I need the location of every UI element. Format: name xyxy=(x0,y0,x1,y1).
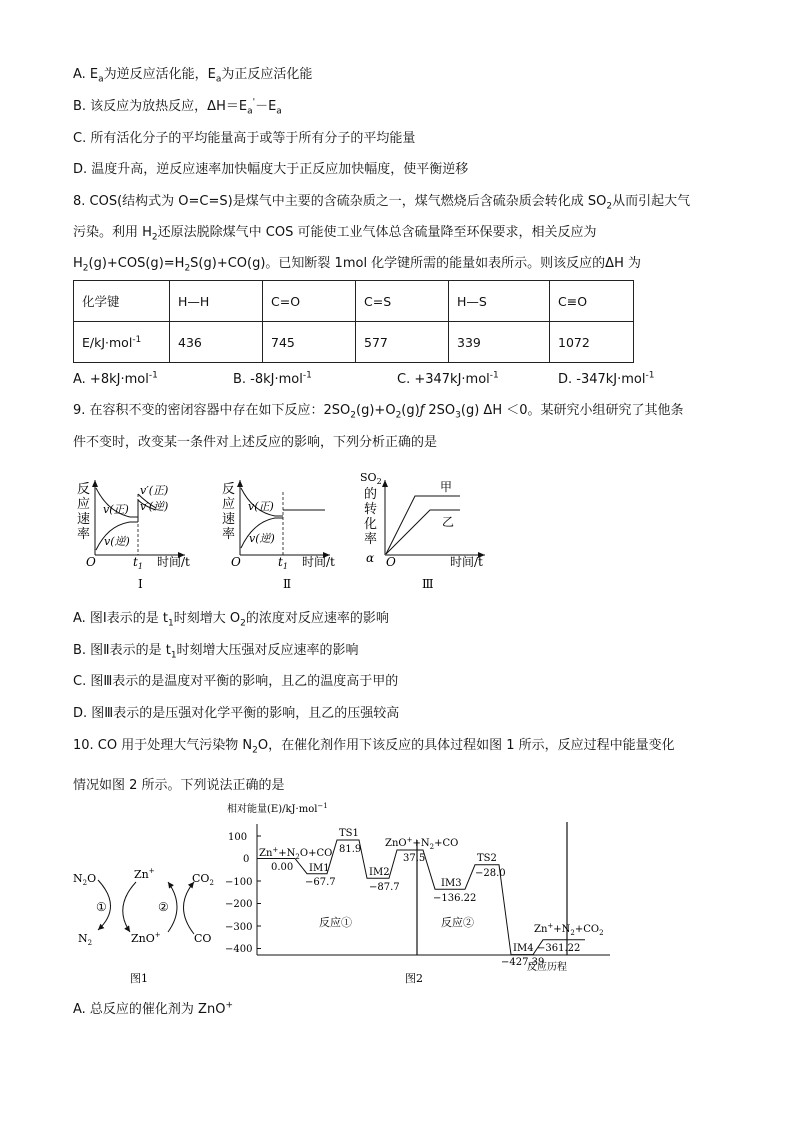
svg-text:IM4: IM4 xyxy=(513,943,534,954)
svg-text:速: 速 xyxy=(222,512,236,527)
svg-text:Zn++N2O+CO: $Zn^++N_2O+CO$ xyxy=(259,846,333,861)
table-cell: 339 xyxy=(449,322,550,363)
q8-option-d: D. -347kJ·mol$^{-1}$ xyxy=(558,370,655,387)
svg-text:率: 率 xyxy=(364,532,378,547)
svg-text:反应历程: 反应历程 xyxy=(527,962,567,973)
svg-text:O: O xyxy=(386,555,396,569)
svg-text:v(正): v(正) xyxy=(248,500,274,513)
svg-text:相对能量(E)/kJ·mol−1: 相对能量(E)/kJ·mol$^{-1}$ xyxy=(227,802,328,815)
svg-text:−28.0: −28.0 xyxy=(475,868,506,879)
q7-option-b: B. 该反应为放热反应，$\Delta H=E_a'-E_a$ xyxy=(73,97,282,117)
q8-option-c: C. +347kJ·mol$^{-1}$ xyxy=(397,370,499,387)
table-row xyxy=(74,322,634,363)
svg-text:ZnO+: ZnO+ xyxy=(131,931,161,945)
svg-text:率: 率 xyxy=(77,527,91,542)
figure-1-rate-time xyxy=(77,480,190,591)
q9-option-c: C. 图Ⅲ表示的是温度对平衡的影响，且乙的温度高于甲的 xyxy=(73,674,399,689)
svg-text:N2: $N_2$ xyxy=(78,932,93,947)
svg-text:时间/t: 时间/t xyxy=(157,555,190,569)
q8-stem-line3: $H_2(g)+COS(g)=H_2S(g)+CO(g)$。已知断裂 1mol 化学键所需的能量如表所示。则该反应的ΔH 为 xyxy=(73,256,641,274)
svg-text:81.9: 81.9 xyxy=(339,844,362,855)
svg-text:ZnO++N2+CO: $ZnO^++N_2+CO$ xyxy=(385,836,459,851)
svg-text:率: 率 xyxy=(222,527,236,542)
svg-text:CO2: $CO_2$ xyxy=(192,872,214,887)
q7-option-a: A. $E_a$为逆反应活化能，$E_a$为正反应活化能 xyxy=(73,67,313,85)
svg-text:TS2: TS2 xyxy=(477,853,497,864)
svg-text:IM3: IM3 xyxy=(441,878,462,889)
svg-text:−136.22: −136.22 xyxy=(433,893,477,904)
svg-text:−361.22: −361.22 xyxy=(537,943,581,954)
svg-text:反应②: 反应② xyxy=(441,916,474,929)
bond-energy-table xyxy=(73,280,634,363)
svg-text:O: O xyxy=(231,555,241,569)
table-row xyxy=(74,281,634,322)
svg-text:−87.7: −87.7 xyxy=(369,882,400,893)
svg-text:0: 0 xyxy=(243,854,250,865)
svg-text:−200: −200 xyxy=(225,899,253,910)
svg-text:−400: −400 xyxy=(225,944,253,955)
q10-figure-2-energy-profile xyxy=(225,800,615,990)
table-header-cell: H—H xyxy=(170,281,263,322)
svg-text:t1: $t_1$ xyxy=(133,555,143,571)
table-cell: 577 xyxy=(356,322,449,363)
svg-text:反: 反 xyxy=(222,482,236,497)
table-header-cell: C≡O xyxy=(550,281,634,322)
table-header-cell: 化学键 xyxy=(74,281,170,322)
table-header-cell: H—S xyxy=(449,281,550,322)
q7-option-d: D. 温度升高，逆反应速率加快幅度大于正反应加快幅度，使平衡逆移 xyxy=(73,162,469,177)
svg-text:α: α xyxy=(366,551,375,565)
q9-option-a: A. 图Ⅰ表示的是 $t_1$时刻增大 $O_2$的浓度对反应速率的影响 xyxy=(73,611,389,629)
svg-text:反: 反 xyxy=(77,482,91,497)
svg-text:图2: 图2 xyxy=(405,972,423,985)
table-cell: 1072 xyxy=(550,322,634,363)
svg-text:的: 的 xyxy=(364,487,378,502)
svg-text:Ⅲ: Ⅲ xyxy=(422,577,434,591)
q9-option-d: D. 图Ⅲ表示的是压强对化学平衡的影响，且乙的压强较高 xyxy=(73,706,400,721)
svg-text:时间/t: 时间/t xyxy=(302,555,335,569)
svg-text:v(正): v(正) xyxy=(103,503,129,516)
svg-text:100: 100 xyxy=(228,832,248,843)
svg-text:−67.7: −67.7 xyxy=(305,877,336,888)
svg-text:TS1: TS1 xyxy=(339,828,359,839)
svg-text:转: 转 xyxy=(364,502,378,517)
svg-text:应: 应 xyxy=(77,497,91,512)
svg-text:−100: −100 xyxy=(225,877,253,888)
q9-stem-line1: 9. 在容积不变的密闭容器中存在如下反应：$2SO_2(g)+O_2(g)ƒ$ $2SO_3(g)$ ΔH ＜0。某研究小组研究了其他条 xyxy=(73,403,684,421)
svg-text:0.00: 0.00 xyxy=(271,862,294,873)
svg-text:−300: −300 xyxy=(225,922,253,933)
q8-option-b: B. -8kJ·mol$^{-1}$ xyxy=(233,370,312,387)
svg-text:v(逆): v(逆) xyxy=(104,535,130,548)
table-cell: 745 xyxy=(263,322,356,363)
svg-text:应: 应 xyxy=(222,497,236,512)
q9-option-b: B. 图Ⅱ表示的是 $t_1$时刻增大压强对反应速率的影响 xyxy=(73,643,359,661)
svg-text:v′(正): v′(正) xyxy=(140,484,169,497)
svg-text:Zn++N2+CO2: $Zn^++N_2+CO_2$ xyxy=(534,922,604,937)
svg-text:SO2: $SO_2$ xyxy=(360,471,382,486)
q8-stem-line1: 8. COS(结构式为 O=C=S)是煤气中主要的含硫杂质之一，煤气燃烧后含硫杂质会转化成 $SO_2$从而引起大气 xyxy=(73,194,691,212)
svg-text:化: 化 xyxy=(364,517,378,532)
svg-text:N2O: $N_2O$ xyxy=(73,872,97,887)
svg-text:O: O xyxy=(86,555,96,569)
q10-stem-line2: 情况如图 2 所示。下列说法正确的是 xyxy=(73,778,285,793)
svg-text:甲: 甲 xyxy=(440,480,453,494)
svg-text:Zn+: Zn+ xyxy=(134,867,155,881)
svg-text:v′(逆): v′(逆) xyxy=(140,500,169,513)
q9-stem-line2: 件不变时，改变某一条件对上述反应的影响，下列分析正确的是 xyxy=(73,435,438,450)
svg-text:37.5: 37.5 xyxy=(403,853,426,864)
svg-text:Ⅰ: Ⅰ xyxy=(138,577,143,591)
q7-option-c: C. 所有活化分子的平均能量高于或等于所有分子的平均能量 xyxy=(73,131,416,146)
table-header-cell: C=S xyxy=(356,281,449,322)
svg-text:v(逆): v(逆) xyxy=(249,532,275,545)
svg-text:时间/t: 时间/t xyxy=(450,555,483,569)
svg-text:−427.39: −427.39 xyxy=(501,957,545,968)
q9-figures xyxy=(70,470,500,598)
q10-figure-1-catalytic-cycle xyxy=(68,862,230,990)
q10-option-a: A. 总反应的催化剂为 ZnO+ xyxy=(73,1000,233,1017)
table-header-cell: C=O xyxy=(263,281,356,322)
svg-text:CO: CO xyxy=(194,932,212,945)
svg-text:IM1: IM1 xyxy=(309,863,330,874)
svg-text:乙: 乙 xyxy=(442,515,455,529)
svg-text:t1: $t_1$ xyxy=(278,555,288,571)
figure-2-rate-time xyxy=(222,480,335,591)
svg-text:反应①: 反应① xyxy=(319,916,352,929)
q10-stem-line1: 10. CO 用于处理大气污染物 $N_2O$，在催化剂作用下该反应的具体过程如图 1 所示，反应过程中能量变化 xyxy=(73,738,675,756)
figure-3-conversion-time xyxy=(360,471,485,591)
svg-text:速: 速 xyxy=(77,512,91,527)
svg-text:①: ① xyxy=(96,900,107,914)
svg-text:②: ② xyxy=(158,900,169,914)
svg-text:图1: 图1 xyxy=(130,972,148,985)
q8-option-a: A. +8kJ·mol$^{-1}$ xyxy=(73,370,158,387)
table-row-label: E/kJ·mol$^{-1}$ xyxy=(74,322,170,363)
svg-text:IM2: IM2 xyxy=(369,867,390,878)
svg-text:Ⅱ: Ⅱ xyxy=(283,577,292,591)
q8-stem-line2: 污染。利用 $H_2$还原法脱除煤气中 COS 可能使工业气体总含硫量降至环保要求，相关反应为 xyxy=(73,225,597,243)
table-cell: 436 xyxy=(170,322,263,363)
